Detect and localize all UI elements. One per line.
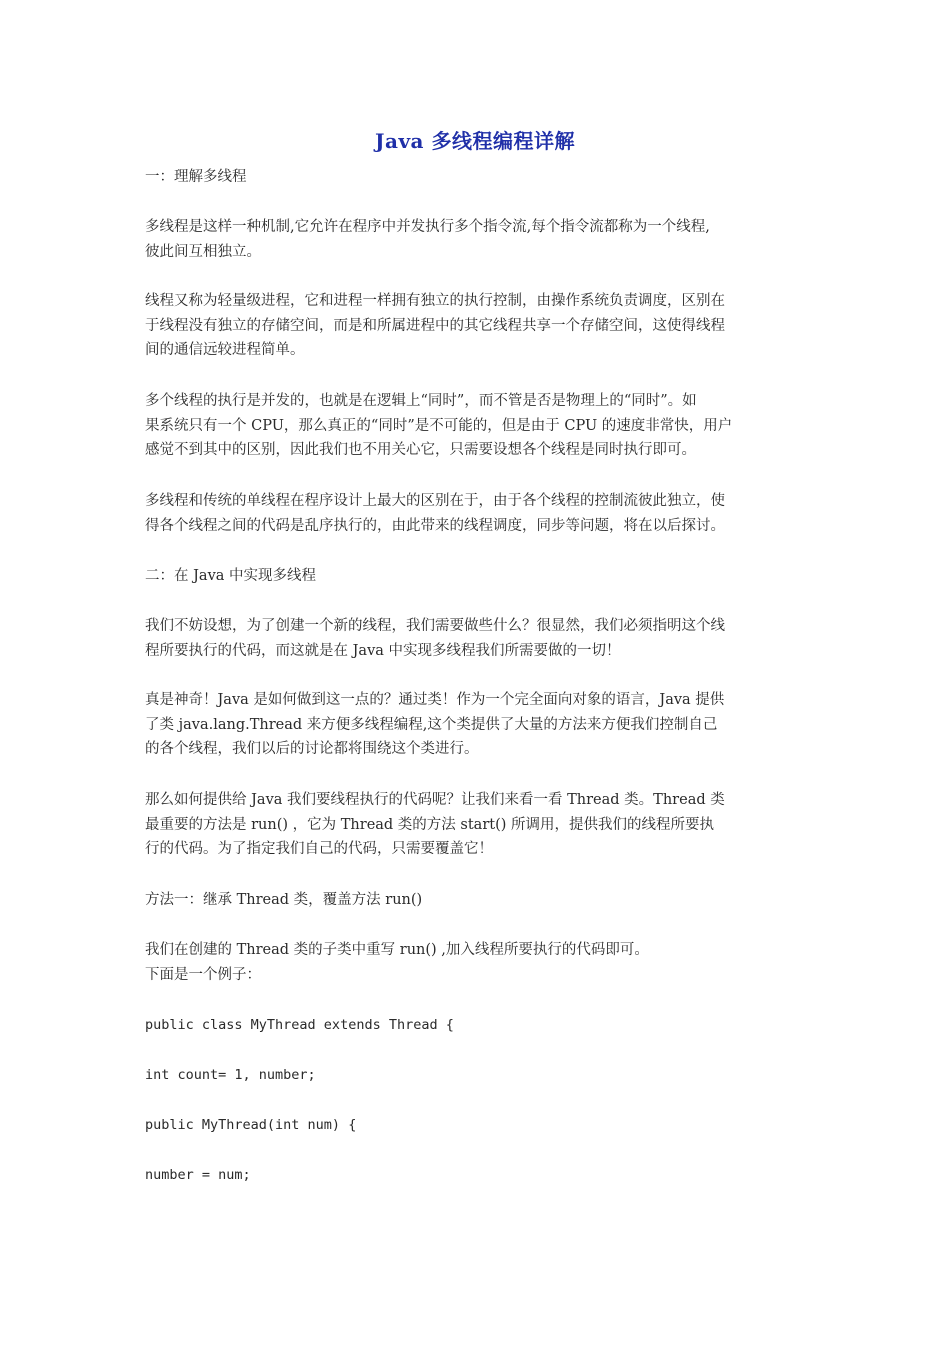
code-text: int count= 1, number; [145,1067,316,1083]
paragraph-line: 间的通信远较进程简单。 [145,342,305,358]
code-line-class-declaration [145,1013,807,1038]
method-one-heading [145,888,807,913]
paragraph-line: 最重要的方法是 run() ，它为 Thread 类的方法 start() 所调用，提供我们的线程所要执 [145,816,715,833]
paragraph-line: 线程又称为轻量级进程，它和进程一样拥有独立的执行控制，由操作系统负责调度，区别在 [145,293,725,309]
paragraph-line: 那么如何提供给 Java 我们要线程执行的代码呢？让我们来看一看 Thread 类。Thread 类 [145,792,725,808]
paragraph-line: 我们不妨设想，为了创建一个新的线程，我们需要做些什么？很显然，我们必须指明这个线 [145,618,725,634]
paragraph-line: 果系统只有一个 CPU，那么真正的“同时”是不可能的，但是由于 CPU 的速度非常快，用户 [145,417,733,434]
paragraph-line: 多线程是这样一种机制,它允许在程序中并发执行多个指令流,每个指令流都称为一个线程, [145,219,710,235]
paragraph-line: 的各个线程，我们以后的讨论都将围绕这个类进行。 [145,741,479,757]
heading-text: 二：在 Java 中实现多线程 [145,568,317,584]
paragraph-line: 了类 java.lang.Thread 来方便多线程编程,这个类提供了大量的方法来方便我们控制自己 [145,716,718,733]
code-text: public MyThread(int num) { [145,1117,357,1133]
paragraph-1 [145,215,807,264]
paragraph-6 [145,688,807,762]
paragraph-2 [145,289,807,363]
paragraph-7 [145,788,807,862]
code-line-constructor [145,1113,807,1138]
document-title: Java 多线程编程详解 [375,129,575,153]
heading-text: 方法一：继承 Thread 类，覆盖方法 run() [145,892,423,908]
section-heading-java-implementation [145,564,807,589]
code-text: public class MyThread extends Thread { [145,1017,454,1033]
paragraph-8 [145,938,807,987]
paragraph-line: 真是神奇！Java 是如何做到这一点的？通过类！作为一个完全面向对象的语言，Java 提供 [145,692,725,708]
paragraph-line: 程所要执行的代码，而这就是在 Java 中实现多线程我们所需要做的一切！ [145,642,621,659]
heading-text: 一：理解多线程 [145,169,247,185]
paragraph-line: 于线程没有独立的存储空间，而是和所属进程中的其它线程共享一个存储空间，这使得线程 [145,317,725,334]
paragraph-5 [145,614,807,663]
paragraph-4 [145,489,807,538]
paragraph-line: 得各个线程之间的代码是乱序执行的，由此带来的线程调度，同步等问题，将在以后探讨。 [145,517,725,534]
code-line-fields [145,1063,807,1088]
paragraph-line: 我们在创建的 Thread 类的子类中重写 run() ,加入线程所要执行的代码即可。 [145,942,649,958]
paragraph-line: 感觉不到其中的区别，因此我们也不用关心它，只需要设想各个线程是同时执行即可。 [145,442,696,458]
paragraph-line: 下面是一个例子： [145,966,261,983]
code-text: number = num; [145,1167,251,1183]
paragraph-line: 彼此间互相独立。 [145,243,261,260]
paragraph-3 [145,389,807,463]
code-line-assignment [145,1163,807,1188]
paragraph-line: 行的代码。为了指定我们自己的代码，只需要覆盖它！ [145,841,493,857]
paragraph-line: 多个线程的执行是并发的，也就是在逻辑上“同时”，而不管是否是物理上的“同时”。如 [145,393,697,409]
paragraph-line: 多线程和传统的单线程在程序设计上最大的区别在于，由于各个线程的控制流彼此独立，使 [145,493,725,509]
section-heading-understanding [145,165,807,190]
